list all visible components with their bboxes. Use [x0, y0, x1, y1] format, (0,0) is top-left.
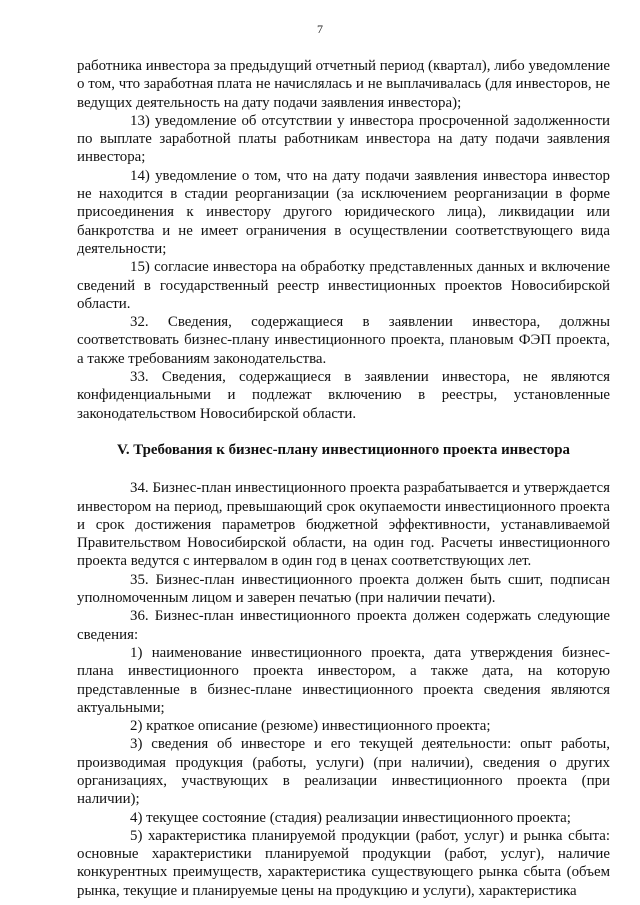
page-number: 7	[317, 22, 323, 36]
paragraph: 5) характеристика планируемой продукции (работ, услуг) и рынка сбыта: основные характеристики планируемой продукции (работ, услуг), наличие конкурентных преимуществ, характеристика существующего рынка сбыта (объем рынка, текущие и планируемые цены на продукцию и услуги), характеристика	[77, 827, 610, 899]
paragraph: 3) сведения об инвесторе и его текущей деятельности: опыт работы, производимая продукция (работы, услуги) (при наличии), сведения о других организациях, участвующих в реализации инвестиционного проекта (при наличии);	[77, 736, 610, 808]
paragraph: 14) уведомление о том, что на дату подачи заявления инвестора инвестор не находится в стадии реорганизации (за исключением реорганизации в форме присоединения к инвестору другого юридического лица), ликвидации или банкротства и не имеет ограничения в осуществлении соответствующего вида деятельности;	[77, 167, 610, 257]
paragraph: 15) согласие инвестора на обработку представленных данных и включение сведений в государственный реестр инвестиционных проектов Новосибирской области.	[77, 259, 610, 312]
paragraph: 36. Бизнес-план инвестиционного проекта должен содержать следующие сведения:	[77, 608, 610, 643]
paragraph: 2) краткое описание (резюме) инвестиционного проекта;	[130, 718, 491, 735]
paragraph: 13) уведомление об отсутствии у инвестора просроченной задолженности по выплате заработной платы работникам инвестора на дату подачи заявления инвестора;	[77, 112, 610, 166]
paragraph: 4) текущее состояние (стадия) реализации инвестиционного проекта;	[130, 809, 571, 826]
paragraph: 32. Сведения, содержащиеся в заявлении инвестора, должны соответствовать бизнес-плану инвестиционного проекта, плановым ФЭП проекта, а также требованиям законодательства.	[77, 314, 610, 367]
paragraph: 34. Бизнес-план инвестиционного проекта разрабатывается и утверждается инвестором на период, превышающий срок окупаемости инвестиционного проекта и срок достижения параметров бюджетной эффективности, устанавливаемой Правительством Новосибирской области, на один год. Расчеты инвестиционного проекта ведутся с интервалом в один год в ценах соответствующих лет.	[77, 480, 610, 570]
paragraph: 1) наименование инвестиционного проекта, дата утверждения бизнес-плана инвестиционного проекта инвестором, а также дата, на которую представленные в бизнес-плане инвестиционного проекта сведения являются актуальными;	[77, 644, 610, 716]
section-heading: V. Требования к бизнес-плану инвестиционного проекта инвестора	[117, 441, 570, 458]
paragraph: 33. Сведения, содержащиеся в заявлении инвестора, не являются конфиденциальными и подлежат включению в реестры, установленные законодательством Новосибирской области.	[77, 369, 610, 422]
document-body	[77, 57, 610, 900]
paragraph: работника инвестора за предыдущий отчетный период (квартал), либо уведомление о том, что заработная плата не начислялась и не выплачивалась (для инвесторов, не ведущих деятельность на дату подачи заявления инвестора);	[77, 58, 610, 111]
paragraph: 35. Бизнес-план инвестиционного проекта должен быть сшит, подписан уполномоченным лицом и заверен печатью (при наличии печати).	[77, 571, 610, 607]
